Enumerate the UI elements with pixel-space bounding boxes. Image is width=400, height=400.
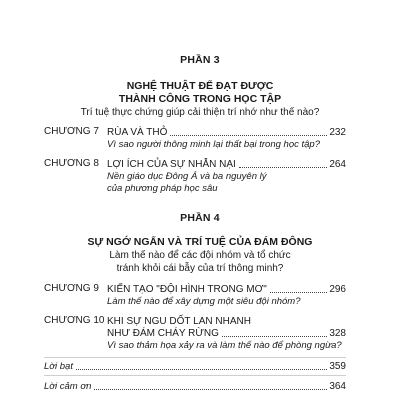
chapter-description: Vì sao thảm họa xảy ra và làm thế nào để phòng ngừa? [107,340,342,351]
toc-entry-afterword[interactable] [44,360,346,372]
leader-dots [94,388,327,390]
chapter-number: CHƯƠNG 9 [44,283,99,294]
chapter-number: CHƯƠNG 7 [44,126,99,137]
part-3-subtitle: Trí tuệ thực chứng giúp cải thiện trí nhớ như thế nào? [80,107,320,118]
page-number: 359 [329,361,346,372]
page-number: 364 [329,381,346,392]
part-3-label: PHẦN 3 [180,54,220,66]
part-4-subtitle-line-2: tránh khỏi cái bẫy của trí thông minh? [116,263,284,274]
chapter-title: LỢI ÍCH CỦA SỰ NHẪN NẠI [107,159,236,170]
chapter-description-line-2: của phương pháp học sâu [107,183,218,194]
page-number: 264 [329,159,346,170]
toc-entry-chapter-10[interactable] [44,315,346,353]
toc-entry-chapter-7[interactable] [44,126,346,152]
toc-entry-chapter-8[interactable] [44,158,346,196]
entry-label: Lời cảm ơn [44,381,92,392]
chapter-title-line-2 [107,327,346,339]
leader-dots [270,291,328,293]
page-number: 328 [329,328,346,339]
toc-entry-acknowledgements[interactable] [44,380,346,392]
divider [44,375,346,376]
chapter-title: RÙA VÀ THỎ [107,127,168,138]
chapter-title-line-1-text: KHI SỰ NGU DỐT LAN NHANH [107,316,251,327]
page-number: 296 [329,284,346,295]
leader-dots [222,335,327,337]
part-4-title: SỰ NGỚ NGẨN VÀ TRÍ TUỆ CỦA ĐÁM ĐÔNG [87,236,313,248]
part-3-title-line-1: NGHỆ THUẬT ĐỂ ĐẠT ĐƯỢC [126,80,274,92]
divider [44,357,346,358]
leader-dots [76,368,327,370]
chapter-description: Làm thế nào để xây dựng một siêu đội nhóm? [107,296,301,307]
chapter-description-line-1: Nền giáo dục Đông Á và ba nguyên lý [107,171,267,182]
chapter-title-line-2-text: NHƯ ĐÁM CHÁY RỪNG [107,328,219,339]
part-4-label: PHẦN 4 [180,212,220,224]
toc-entry-chapter-9[interactable] [44,283,346,309]
chapter-description: Vì sao người thông minh lại thất bại trong học tập? [107,139,320,150]
leader-dots [239,166,328,168]
chapter-title-line [107,158,346,170]
part-3-title-line-2: THÀNH CÔNG TRONG HỌC TẬP [118,93,282,105]
leader-dots [170,134,327,136]
entry-label: Lời bạt [44,361,73,372]
chapter-title: KIẾN TẠO "ĐỘI HÌNH TRONG MƠ" [107,284,267,295]
chapter-number: CHƯƠNG 10 [44,315,105,326]
chapter-title-line [107,283,346,295]
chapter-number: CHƯƠNG 8 [44,158,99,169]
part-4-subtitle-line-1: Làm thế nào để các đội nhóm và tổ chức [109,250,291,261]
page-number: 232 [329,127,346,138]
chapter-title-line [107,126,346,138]
chapter-title-line-1 [107,315,346,327]
